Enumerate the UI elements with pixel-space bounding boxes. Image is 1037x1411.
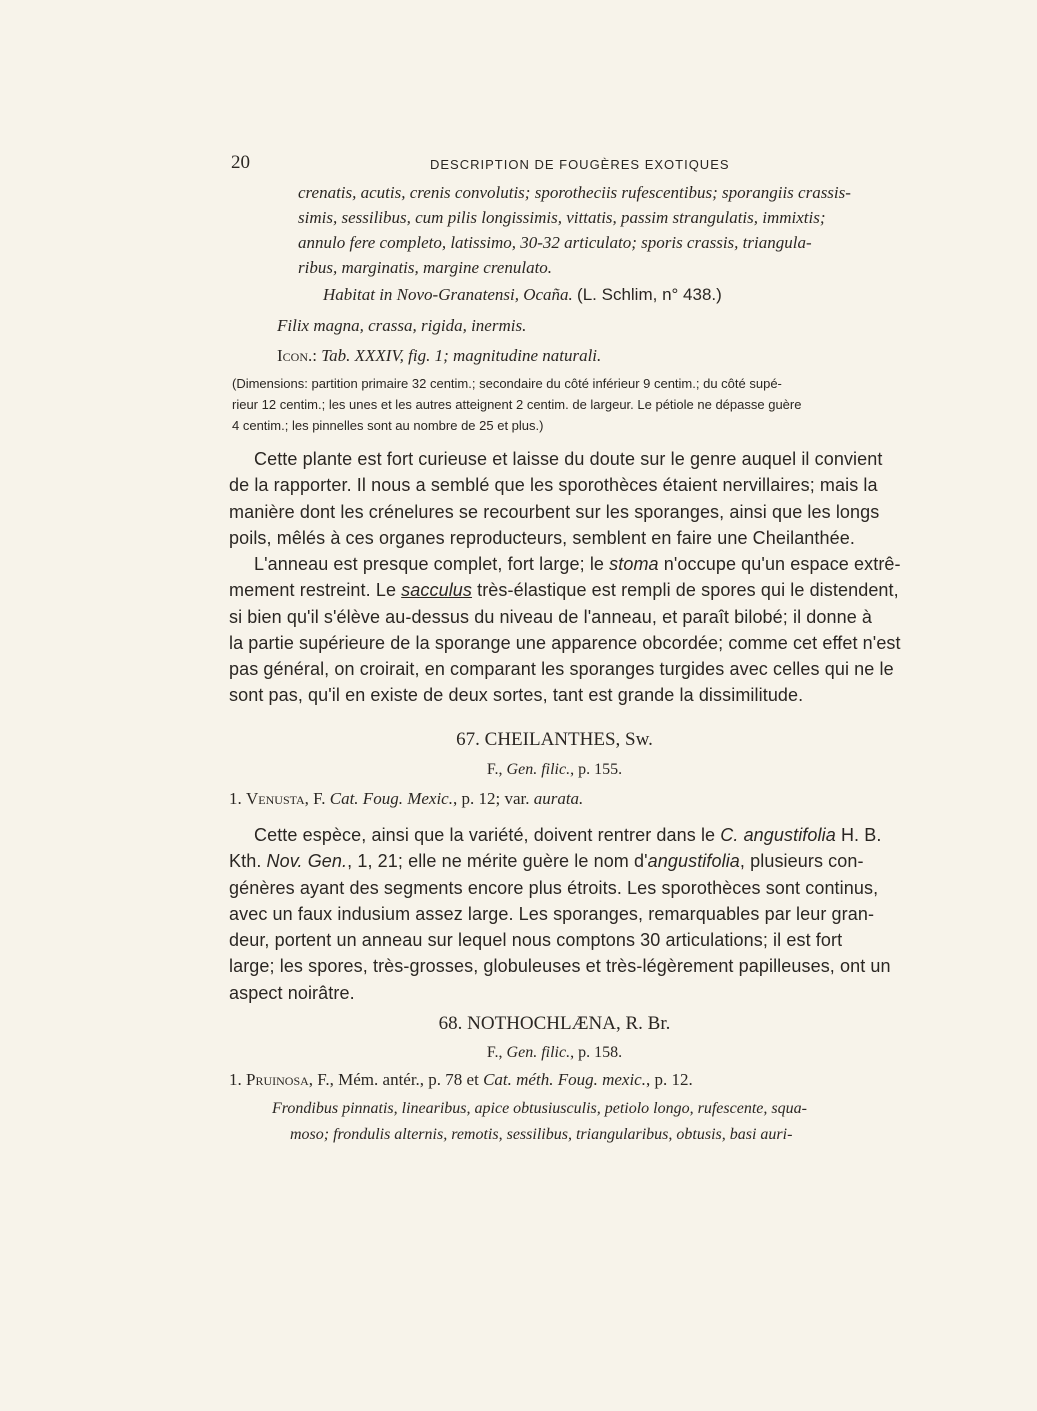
filix-line: Filix magna, crassa, rigida, inermis. — [277, 316, 527, 335]
paragraph-1 — [229, 446, 915, 551]
latin-description-2 — [272, 1096, 926, 1148]
text-line: de la rapporter. Il nous a semblé que les sporothèces étaient nervillaires; mais la — [229, 475, 878, 496]
text-line: crenatis, acutis, crenis convolutis; sporotheciis rufescentibus; sporangiis crassis- — [298, 183, 851, 202]
text-line: Kth. Nov. Gen., 1, 21; elle ne mérite guère le nom d'angustifolia, plusieurs con- — [229, 851, 864, 872]
section-68-title: 68. NOTHOCHLÆNA, R. Br. — [438, 1013, 671, 1034]
icon-text: Tab. XXXIV, fig. 1; magnitudine naturali. — [321, 346, 602, 365]
text-line: génères ayant des segments encore plus étroits. Les sporothèces sont continus, — [229, 877, 879, 898]
text-line: Cette plante est fort curieuse et laisse du doute sur le genre auquel il convient — [254, 449, 883, 469]
paragraph-2 — [229, 551, 915, 709]
text-line: annulo fere completo, latissimo, 30-32 articulato; sporis crassis, triangula- — [298, 233, 812, 252]
icon-line — [277, 346, 601, 366]
text-line: mement restreint. Le sacculus très-élastique est rempli de spores qui le distendent, — [229, 580, 899, 601]
text-line: deur, portent un anneau sur lequel nous comptons 30 articulations; il est fort — [229, 930, 843, 951]
text-line: manière dont les crénelures se recourbent sur les sporanges, ainsi que les longs — [229, 501, 880, 522]
habitat-line — [323, 285, 722, 305]
text-line: simis, sessilibus, cum pilis longissimis, vittatis, passim strangulatis, immixtis; — [298, 208, 826, 227]
text-line: large; les spores, très-grosses, globuleuses et très-légèrement papilleuses, ont un — [229, 956, 891, 977]
section-68-ref: F., Gen. filic., p. 158. — [486, 1044, 623, 1061]
section-68-entry: 1. Pruinosa, F., Mém. antér., p. 78 et Cat. méth. Foug. mexic., p. 12. — [229, 1070, 693, 1089]
text-line: si bien qu'il s'élève au-dessus du niveau de l'anneau, et paraît bilobé; il donne à — [229, 606, 873, 627]
paragraph-3 — [229, 822, 915, 1006]
section-67-title: 67. CHEILANTHES, Sw. — [456, 729, 653, 750]
latin-description — [298, 180, 926, 280]
dimensions-note — [232, 373, 926, 436]
text-line: Frondibus pinnatis, linearibus, apice obtusiusculis, petiolo longo, rufescente, squa- — [272, 1100, 807, 1117]
text-line: moso; frondulis alternis, remotis, sessilibus, triangularibus, obtusis, basi auri- — [290, 1126, 793, 1143]
text-line: sont pas, qu'il en existe de deux sortes, tant est grande la dissimilitude. — [229, 685, 804, 706]
text-line: ribus, marginatis, margine crenulato. — [298, 258, 553, 277]
section-67-ref: F., Gen. filic., p. 155. — [486, 761, 623, 778]
text-line: la partie supérieure de la sporange une apparence obcordée; comme cet effet n'est — [229, 632, 901, 653]
icon-label: Icon.: — [277, 346, 317, 365]
section-67-entry: 1. Venusta, F. Cat. Foug. Mexic., p. 12; var. aurata. — [229, 789, 584, 808]
running-title: DESCRIPTION DE FOUGÈRES EXOTIQUES — [430, 157, 730, 172]
habitat-ref: (L. Schlim, n° 438.) — [577, 285, 722, 304]
text-line: Cette espèce, ainsi que la variété, doivent rentrer dans le C. angustifolia H. B. — [254, 825, 882, 845]
page-number: 20 — [231, 152, 250, 173]
text-line: aspect noirâtre. — [229, 982, 355, 1003]
text-line: avec un faux indusium assez large. Les sporanges, remarquables par leur gran- — [229, 903, 875, 924]
text-line: pas général, on croirait, en comparant les sporanges turgides avec celles qui ne le — [229, 659, 894, 680]
text-line: L'anneau est presque complet, fort large; le stoma n'occupe qu'un espace extrê- — [254, 554, 901, 574]
text-line: rieur 12 centim.; les unes et les autres atteignent 2 centim. de largeur. Le pétiole ne dépasse guère — [232, 397, 802, 412]
text-line: poils, mêlés à ces organes reproducteurs, semblent en faire une Cheilanthée. — [229, 527, 855, 548]
text-line: (Dimensions: partition primaire 32 centim.; secondaire du côté inférieur 9 centim.; du côté supé- — [232, 376, 782, 391]
habitat-italic: Habitat in Novo-Granatensi, Ocaña. — [323, 285, 573, 304]
text-line: 4 centim.; les pinnelles sont au nombre de 25 et plus.) — [232, 418, 544, 433]
